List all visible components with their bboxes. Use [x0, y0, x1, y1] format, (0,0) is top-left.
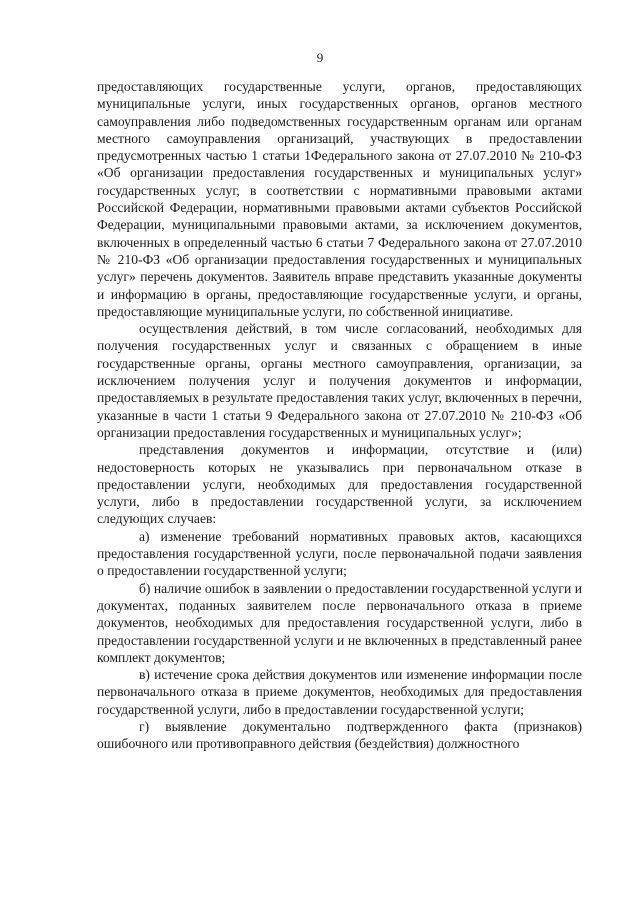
paragraph: предоставляющих государственные услуги, органов, предоставляющих муниципальные услуги, иных государственных органов, органов местного самоуправления либо подведомственных государственным органам или органам местного самоуправления организаций, участвующих в предоставлении предусмотренных частью 1 статьи 1Федерального закона от 27.07.2010 № 210-ФЗ «Об организации предоставления государственных и муниципальных услуг» государственных услуг, в соответствии с нормативными правовыми актами Российской Федерации, нормативными правовыми актами субъектов Российской Федерации, муниципальными правовыми актами, за исключением документов, включенных в определенный частью 6 статьи 7 Федерального закона от 27.07.2010 № 210-ФЗ «Об организации предоставления государственных и муниципальных услуг» перечень документов. Заявитель вправе представить указанные документы и информацию в органы, предоставляющие государственные услуги, и органы, предоставляющие муниципальные услуги, по собственной инициативе.: [97, 79, 582, 319]
list-item-b: б) наличие ошибок в заявлении о предоставлении государственной услуги и документах, поданных заявителем после первоначального отказа в приеме документов, необходимых для предоставления государственной услуги, либо в предоставлении государственной услуги и не включенных в представленный ранее комплект документов;: [97, 580, 582, 665]
document-body: [97, 78, 582, 753]
list-item-g: г) выявление документально подтвержденного факта (признаков) ошибочного или противоправного действия (бездействия) должностного: [97, 718, 582, 752]
page-number: 9: [316, 50, 324, 65]
list-item-a: а) изменение требований нормативных правовых актов, касающихся предоставления государственной услуги, после первоначальной подачи заявления о предоставлении государственной услуги;: [97, 528, 582, 579]
list-item-v: в) истечение срока действия документов или изменение информации после первоначального отказа в приеме документов, необходимых для предоставления государственной услуги, либо в предоставлении государственной услуги;: [97, 667, 582, 717]
paragraph: представления документов и информации, отсутствие и (или) недостоверность которых не указывались при первоначальном отказе в предоставлении услуги, необходимых для предоставления государственной услуги, либо в предоставлении государственной услуги, за исключением следующих случаев:: [97, 442, 582, 527]
paragraph: осуществления действий, в том числе согласований, необходимых для получения государственных услуг и связанных с обращением в иные государственные органы, органы местного самоуправления, организации, за исключением получения услуг и получения документов и информации, предоставляемых в результате предоставления таких услуг, включенных в перечни, указанные в части 1 статьи 9 Федерального закона от 27.07.2010 № 210-ФЗ «Об организации предоставления государственных и муниципальных услуг»;: [97, 321, 582, 440]
